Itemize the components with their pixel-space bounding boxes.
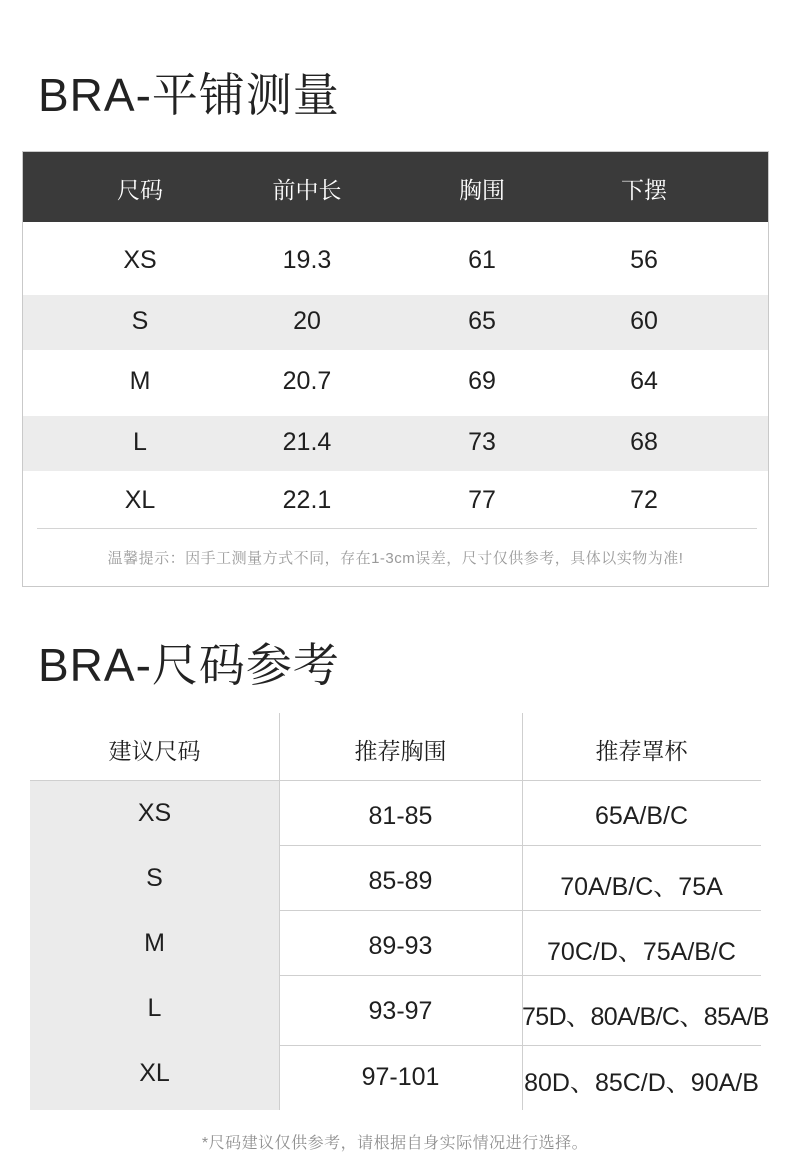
cell-chest: 97-101 xyxy=(361,1063,440,1091)
measurement-note: 温馨提示：因手工测量方式不同，存在1-3cm误差，尺寸仅供参考，具体以实物为准! xyxy=(107,550,684,567)
cell-size: XS xyxy=(123,246,157,274)
cell-cup: 80D、85C/D、90A/B xyxy=(524,1069,759,1097)
table-row xyxy=(23,295,768,350)
cell-hem: 56 xyxy=(630,246,658,274)
cell-hem: 64 xyxy=(630,367,658,395)
cell-chest: 81-85 xyxy=(368,802,433,830)
cell-size: S xyxy=(146,864,163,892)
cell-chest: 93-97 xyxy=(368,997,433,1025)
cell-size: XL xyxy=(139,1059,170,1087)
size-footnote: *尺码建议仅供参考，请根据自身实际情况进行选择。 xyxy=(201,1135,589,1152)
table-row xyxy=(23,416,768,471)
cell-chest: 85-89 xyxy=(368,867,433,895)
cell-size: L xyxy=(133,428,147,456)
cell-size: M xyxy=(144,929,165,957)
cell-front-length: 21.4 xyxy=(282,428,332,456)
cell-chest: 73 xyxy=(468,428,496,456)
cell-size: XL xyxy=(124,486,156,514)
size-reference-table xyxy=(30,713,769,1110)
cell-chest: 89-93 xyxy=(368,932,433,960)
row-divider xyxy=(279,1045,761,1046)
row-divider xyxy=(279,845,761,846)
header-front-length: 前中长 xyxy=(272,177,342,203)
cell-front-length: 19.3 xyxy=(282,246,332,274)
header-chest: 胸围 xyxy=(459,177,505,203)
cell-chest: 69 xyxy=(468,367,496,395)
header-suggested-size: 建议尺码 xyxy=(108,738,201,764)
cell-hem: 60 xyxy=(630,307,658,335)
cell-cup: 70C/D、75A/B/C xyxy=(547,938,736,966)
note-divider xyxy=(37,528,757,529)
column-divider xyxy=(522,713,523,1110)
cell-chest: 77 xyxy=(468,486,496,514)
column-divider xyxy=(279,713,280,1110)
cell-cup: 70A/B/C、75A xyxy=(560,873,723,901)
row-divider xyxy=(279,910,761,911)
cell-front-length: 20 xyxy=(293,307,321,335)
cell-chest: 65 xyxy=(468,307,496,335)
cell-hem: 68 xyxy=(630,428,658,456)
cell-chest: 61 xyxy=(468,246,496,274)
cell-cup: 75D、80A/B/C、85A/B xyxy=(522,1003,769,1031)
cell-size: L xyxy=(147,994,162,1022)
section2-title: BRA-尺码参考 xyxy=(38,639,340,691)
header-divider xyxy=(30,780,761,781)
row-divider xyxy=(279,975,761,976)
cell-hem: 72 xyxy=(630,486,658,514)
header-size: 尺码 xyxy=(117,177,163,203)
table-row xyxy=(23,350,768,416)
cell-front-length: 20.7 xyxy=(282,367,332,395)
cell-front-length: 22.1 xyxy=(282,486,332,514)
cell-size: S xyxy=(131,307,149,335)
measurement-table xyxy=(22,151,769,587)
header-hem: 下摆 xyxy=(621,177,667,203)
table-row xyxy=(23,471,768,528)
measurement-table-header xyxy=(23,152,768,222)
cell-cup: 65A/B/C xyxy=(594,802,689,830)
cell-size: XS xyxy=(137,799,172,827)
table-row xyxy=(23,222,768,295)
section1-title: BRA-平铺测量 xyxy=(38,69,340,121)
cell-size: M xyxy=(129,367,151,395)
header-recommended-chest: 推荐胸围 xyxy=(354,738,447,764)
header-recommended-cup: 推荐罩杯 xyxy=(595,738,688,764)
